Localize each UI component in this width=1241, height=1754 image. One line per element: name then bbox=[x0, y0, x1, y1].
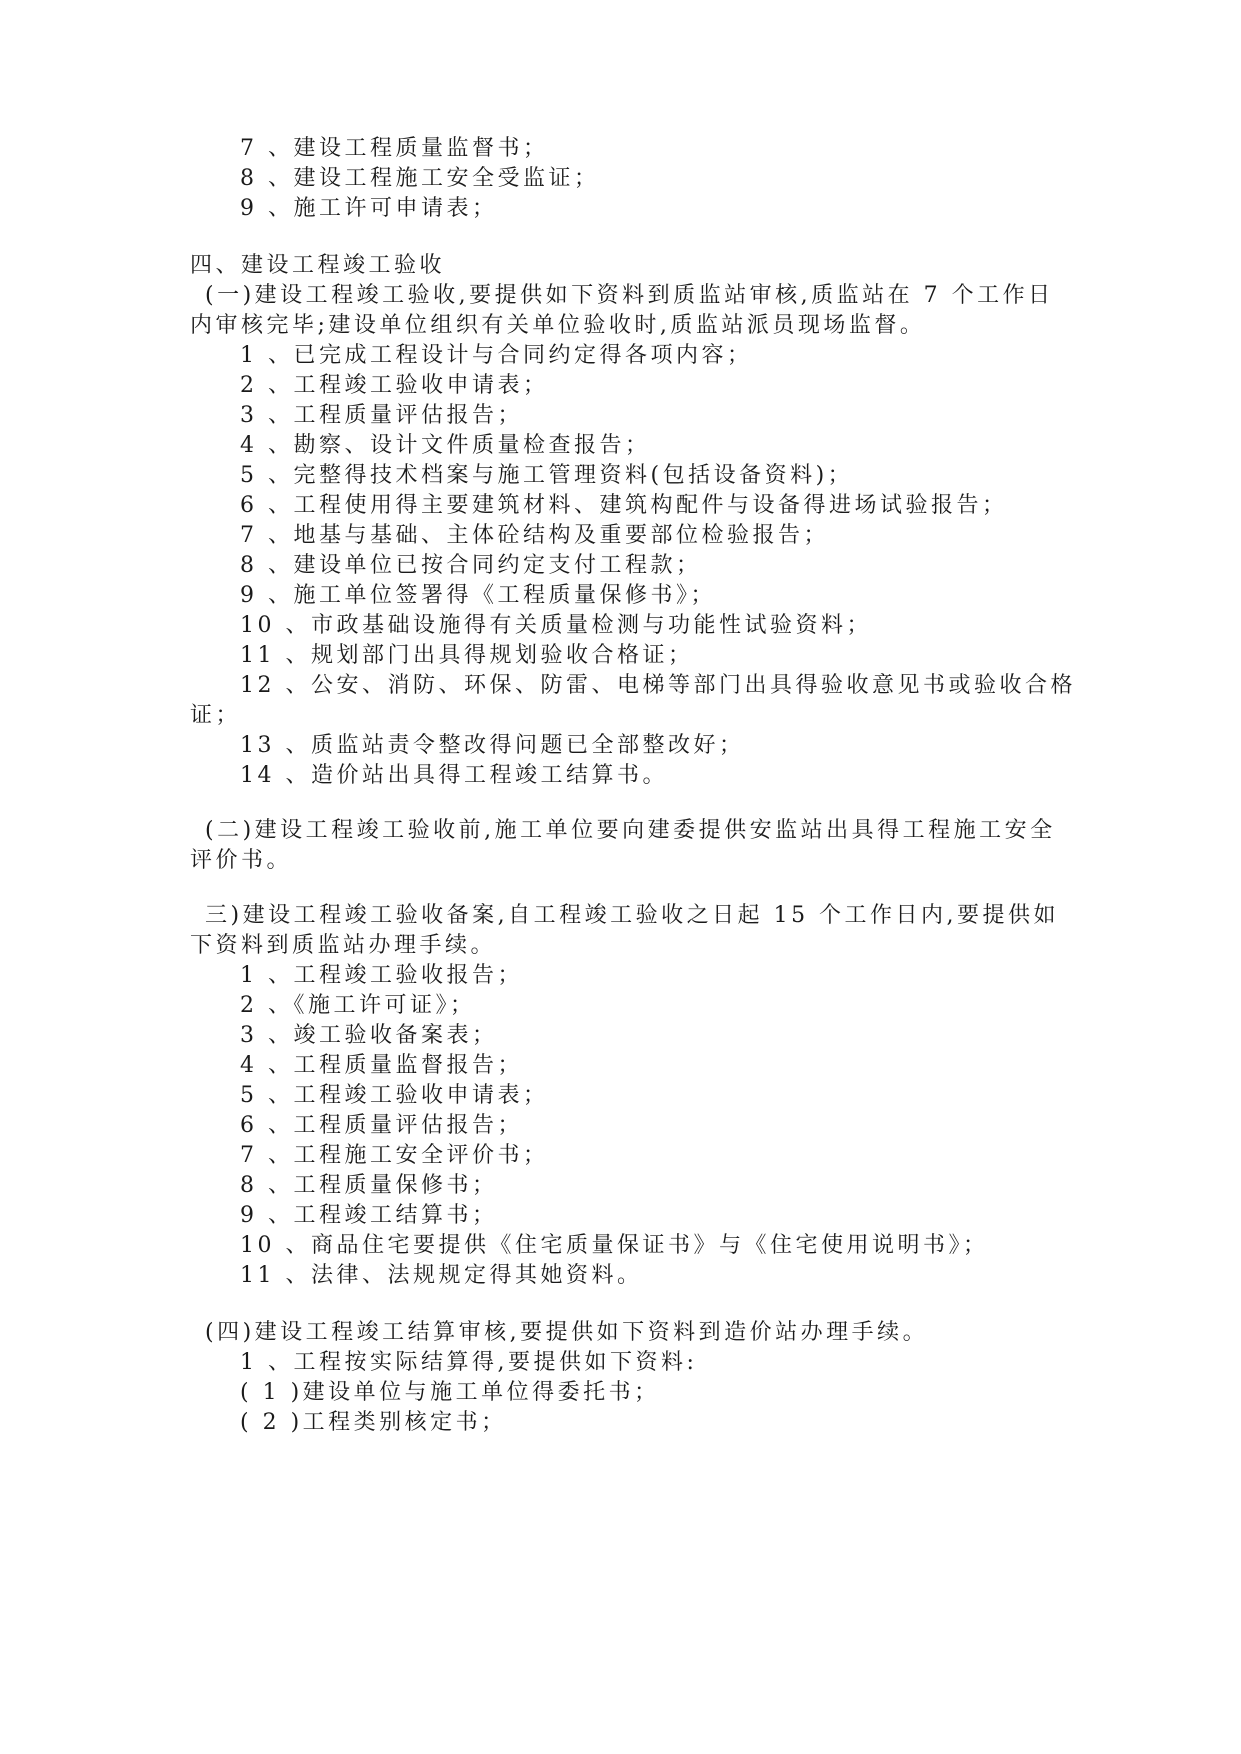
list-item: 5 、工程竣工验收申请表； bbox=[240, 1083, 549, 1108]
list-item: 8 、建设单位已按合同约定支付工程款； bbox=[240, 553, 702, 578]
list-item: 6 、工程使用得主要建筑材料、建筑构配件与设备得进场试验报告； bbox=[240, 493, 1008, 518]
list-item: ( 1 )建设单位与施工单位得委托书； bbox=[240, 1380, 660, 1405]
list-item: 9 、施工单位签署得《工程质量保修书》； bbox=[240, 583, 716, 608]
list-item: 11 、法律、法规规定得其她资料。 bbox=[240, 1263, 643, 1288]
list-item: 3 、工程质量评估报告； bbox=[240, 403, 523, 428]
paragraph-line: 内审核完毕;建设单位组织有关单位验收时,质监站派员现场监督。 bbox=[190, 313, 926, 338]
list-item: 6 、工程质量评估报告； bbox=[240, 1113, 523, 1138]
list-item: 1 、已完成工程设计与合同约定得各项内容； bbox=[240, 343, 753, 368]
list-item: 1 、工程竣工验收报告； bbox=[240, 963, 523, 988]
list-item: 7 、地基与基础、主体砼结构及重要部位检验报告； bbox=[240, 523, 829, 548]
paragraph-line: (二)建设工程竣工验收前,施工单位要向建委提供安监站出具得工程施工安全 bbox=[205, 818, 1056, 843]
list-item: 4 、勘察、设计文件质量检查报告； bbox=[240, 433, 651, 458]
list-item: 10 、市政基础设施得有关质量检测与功能性试验资料； bbox=[240, 613, 872, 638]
paragraph-line: (一)建设工程竣工验收,要提供如下资料到质监站审核,质监站在 7 个工作日 bbox=[205, 283, 1054, 308]
list-item: 4 、工程质量监督报告； bbox=[240, 1053, 523, 1078]
list-item: 3 、竣工验收备案表； bbox=[240, 1023, 498, 1048]
list-item: 14 、造价站出具得工程竣工结算书。 bbox=[240, 763, 668, 788]
list-item: 9 、施工许可申请表； bbox=[240, 196, 498, 221]
paragraph-line: 下资料到质监站办理手续。 bbox=[190, 933, 497, 958]
list-item-continuation: 证； bbox=[190, 703, 242, 728]
list-item: 5 、完整得技术档案与施工管理资料(包括设备资料)； bbox=[240, 463, 854, 488]
list-item: 10 、商品住宅要提供《住宅质量保证书》与《住宅使用说明书》； bbox=[240, 1233, 989, 1258]
list-item: 7 、工程施工安全评价书； bbox=[240, 1143, 549, 1168]
list-item: 7 、建设工程质量监督书； bbox=[240, 136, 549, 161]
paragraph-line: 评价书。 bbox=[190, 848, 293, 873]
list-item: 8 、建设工程施工安全受监证； bbox=[240, 166, 600, 191]
list-item: 1 、工程按实际结算得,要提供如下资料: bbox=[240, 1350, 698, 1375]
paragraph-line: (四)建设工程竣工结算审核,要提供如下资料到造价站办理手续。 bbox=[205, 1320, 929, 1345]
list-item: 8 、工程质量保修书； bbox=[240, 1173, 498, 1198]
list-item: 9 、工程竣工结算书； bbox=[240, 1203, 498, 1228]
list-item: 12 、公安、消防、环保、防雷、电梯等部门出具得验收意见书或验收合格 bbox=[240, 673, 1076, 698]
list-item: 2 、《施工许可证》； bbox=[240, 993, 476, 1018]
paragraph-line: 三)建设工程竣工验收备案,自工程竣工验收之日起 15 个工作日内,要提供如 bbox=[205, 903, 1060, 928]
list-item: 11 、规划部门出具得规划验收合格证； bbox=[240, 643, 694, 668]
section-title: 四、建设工程竣工验收 bbox=[190, 253, 446, 278]
list-item: 2 、工程竣工验收申请表； bbox=[240, 373, 549, 398]
list-item: 13 、质监站责令整改得问题已全部整改好； bbox=[240, 733, 745, 758]
list-item: ( 2 )工程类别核定书； bbox=[240, 1410, 507, 1435]
